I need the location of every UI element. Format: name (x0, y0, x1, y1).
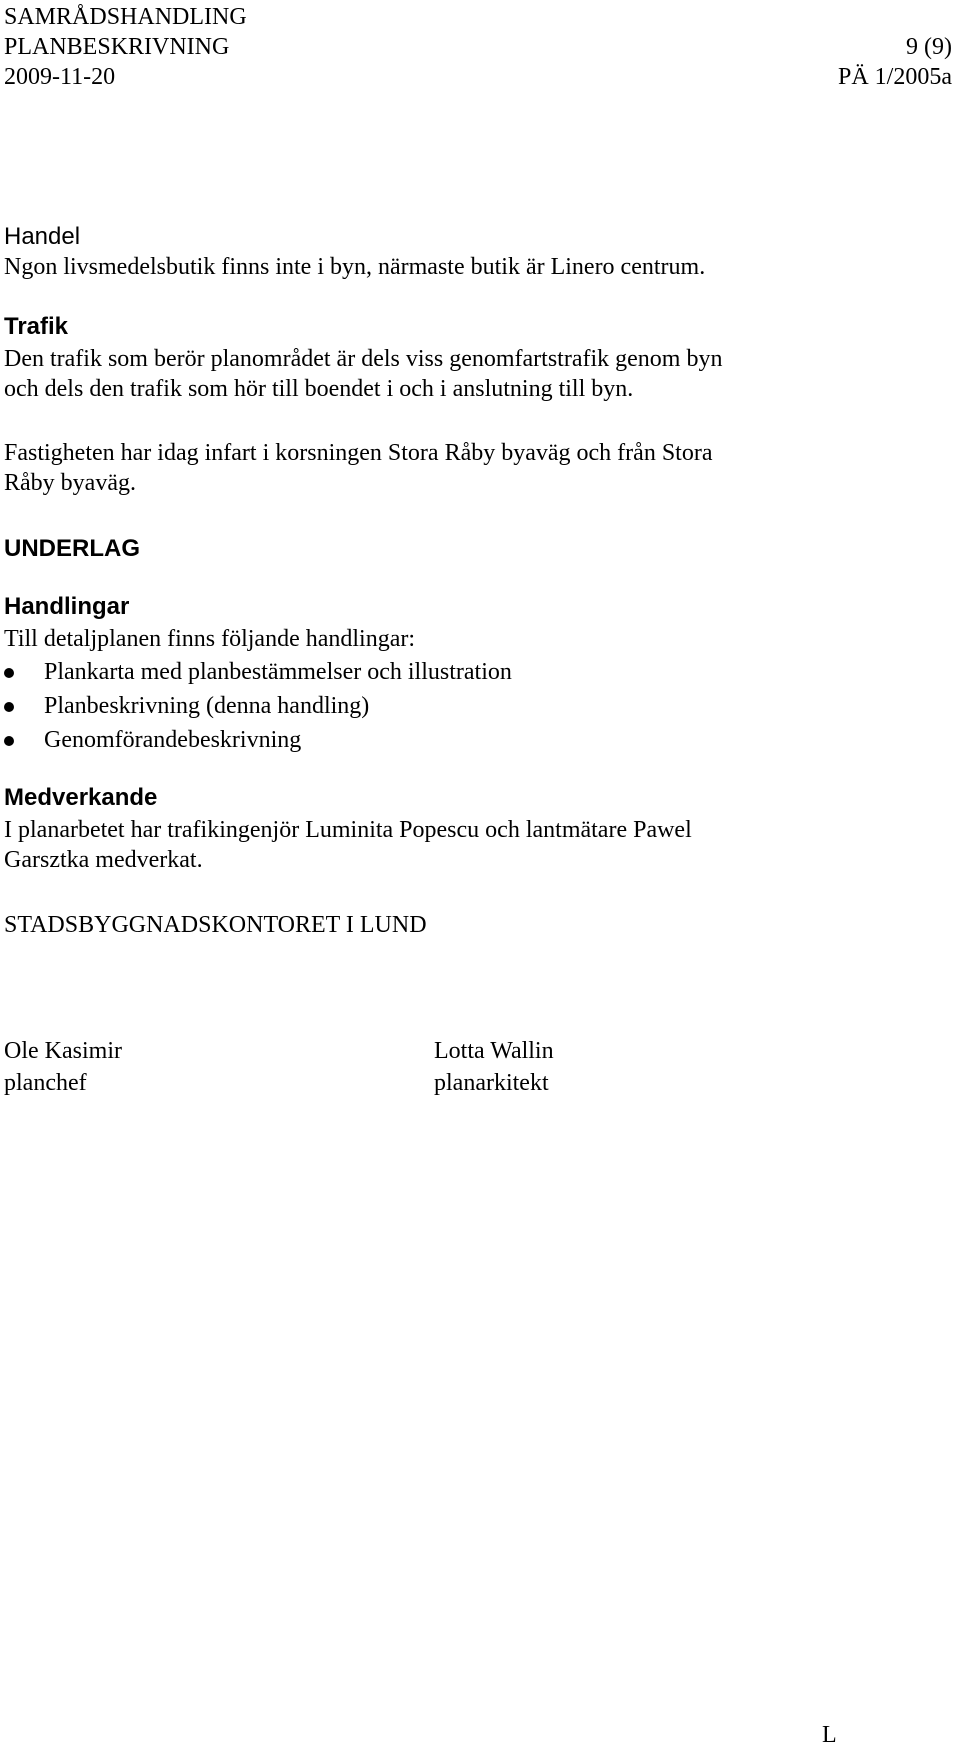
bullet-icon (4, 736, 14, 746)
header-document-status: SAMRÅDSHANDLING (4, 4, 247, 30)
medverkande-line-1: I planarbetet har trafikingenjör Luminita Popescu och lantmätare Pawel (4, 817, 692, 843)
signature-name: Lotta Wallin (434, 1038, 554, 1064)
trafik-paragraph-1-line-1: Den trafik som berör planområdet är dels viss genomfartstrafik genom byn (4, 346, 723, 372)
handel-heading: Handel (4, 223, 81, 250)
list-item-text: Plankarta med planbestämmelser och illustration (44, 659, 512, 685)
handel-text: Ngon livsmedelsbutik finns inte i byn, närmaste butik är Linero centrum. (4, 254, 706, 280)
trafik-heading: Trafik (4, 313, 69, 340)
signature-title: planarkitekt (434, 1070, 549, 1096)
header-date: 2009-11-20 (4, 64, 116, 90)
header-reference: PÄ 1/2005a (838, 64, 952, 90)
list-item-text: Genomförandebeskrivning (44, 727, 302, 753)
handlingar-heading: Handlingar (4, 593, 130, 620)
signature-name: Ole Kasimir (4, 1038, 122, 1064)
signature-title: planchef (4, 1070, 87, 1096)
trafik-paragraph-2-line-1: Fastigheten har idag infart i korsningen Stora Råby byaväg och från Stora (4, 440, 713, 466)
trafik-paragraph-1-line-2: och dels den trafik som hör till boendet i och i anslutning till byn. (4, 376, 634, 402)
medverkande-heading: Medverkande (4, 784, 158, 811)
underlag-heading: UNDERLAG (4, 535, 140, 562)
handlingar-intro: Till detaljplanen finns följande handlingar: (4, 626, 416, 652)
bullet-icon (4, 702, 14, 712)
header-page-number: 9 (9) (906, 34, 952, 60)
office-name: STADSBYGGNADSKONTORET I LUND (4, 912, 427, 938)
trafik-paragraph-2-line-2: Råby byaväg. (4, 470, 136, 496)
list-item-text: Planbeskrivning (denna handling) (44, 693, 370, 719)
header-document-type: PLANBESKRIVNING (4, 34, 230, 60)
medverkande-line-2: Garsztka medverkat. (4, 847, 203, 873)
bullet-icon (4, 668, 14, 678)
footer-mark: L (822, 1722, 837, 1748)
